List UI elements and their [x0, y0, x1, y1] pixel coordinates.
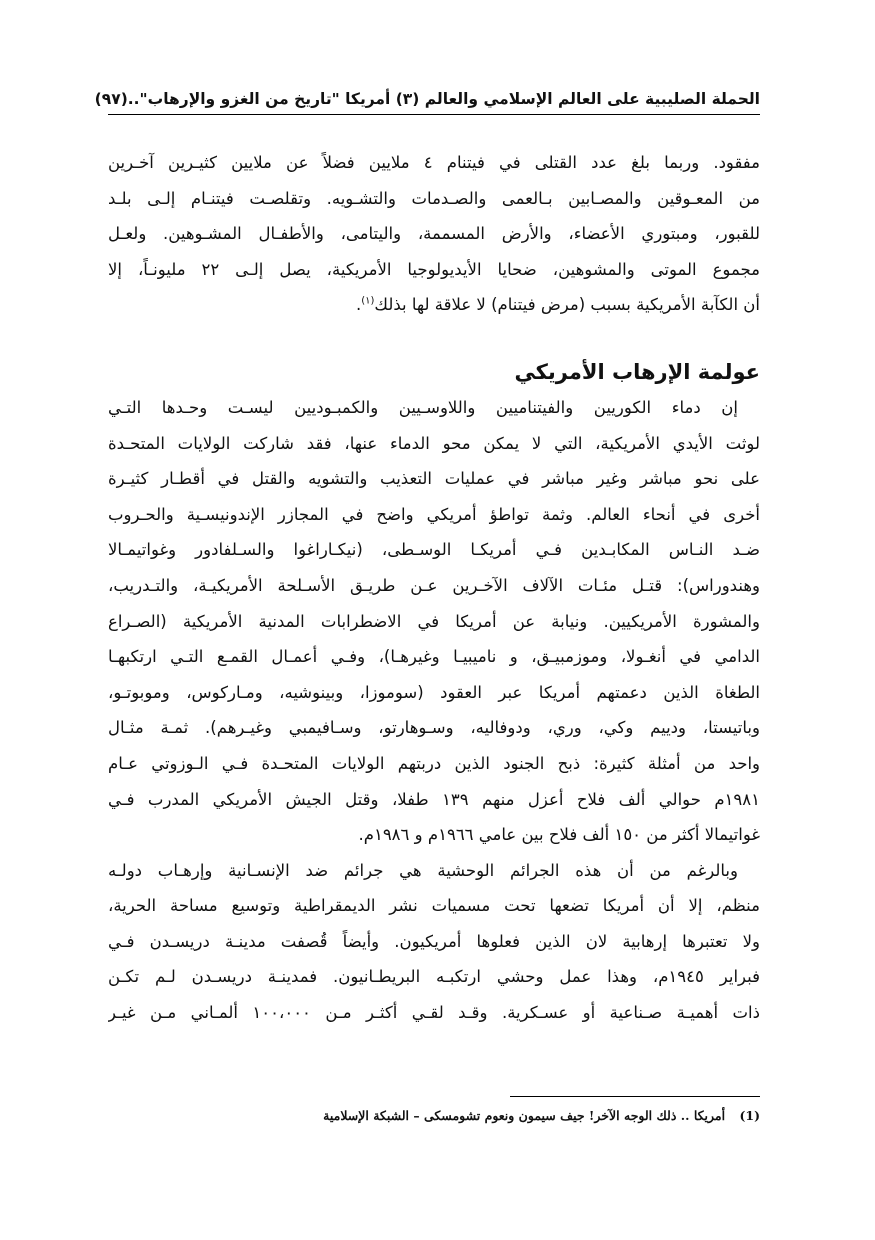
footnote-number: (1) [739, 1108, 760, 1123]
running-header [94, 86, 760, 115]
text-line: واحد من أمثلة كثيرة: ذبح الجنود الذين دربتهم الولايات المتحـدة فـي الـوزوتي عـام [108, 753, 760, 773]
footnote [200, 1106, 760, 1126]
body-text [108, 145, 760, 1031]
text-line: ذات أهميـة صـناعية أو عسـكرية. وقـد لقـي أكثـر مـن ١٠٠،٠٠٠ ألمـاني مـن غيـر [108, 1003, 760, 1023]
paragraph-1 [108, 145, 760, 323]
page-number: (٩٧) [94, 90, 128, 108]
text-line: للقبور، ومبتوري الأعضاء، والأرض المسممة، واليتامى، والأطفـال المشـوهين. ولعـل [108, 224, 760, 244]
paragraph-2 [108, 390, 760, 853]
text-line: لوثت الأيدي الأمريكية، التي لا يمكن محو الدماء عنها، فقد شاركت الولايات المتحـدة [108, 433, 760, 453]
text-line: ولا تعتبرها إرهابية لان الذين فعلوها أمريكيون. وأيضاً قُصفت مدينـة دريسـدن فـي [108, 931, 760, 951]
text-line: وباتيستا، ودييم وكي، وري، ودوفاليه، وسـوهارتو، وسـافيمبي وغيـرهم). ثمـة مثـال [108, 718, 760, 738]
text-line: فبراير ١٩٤٥م، وهذا عمل وحشي ارتكبـه البريطـانيون. فمدينـة دريسـدن لـم تكـن [108, 967, 760, 987]
footnote-reference[interactable]: (١) [361, 295, 375, 307]
text-line: غواتيمالا أكثر من ١٥٠ ألف فلاح بين عامي ١٩٦٦م و ١٩٨٦م. [358, 825, 760, 845]
sentence-end: . [355, 295, 362, 315]
text-line: أخرى في أنحاء العالم. وثمة تواطؤ أمريكي واضح في المجازر الإندونيسـية والحـروب [108, 504, 760, 524]
text-line: والمشورة الأمريكيين. ونيابة عن أمريكا في الاضطرابات المدنية الأمريكية (الصـراع [108, 611, 760, 631]
header-title: الحملة الصليبية على العالم الإسلامي والعالم (٣) أمريكا "تاريخ من الغزو والإرهاب".. [127, 90, 760, 108]
text-line: الطغاة الذين دعمتهم أمريكا عبر العقود (سوموزا، وبينوشيه، ومـاركوس، وموبوتـو، [108, 682, 760, 702]
text-line: من المعـوقين والمصـابين بـالعمى والصـدمات والتشـويه. وتقلصـت فيتنـام إلـى بلـد [108, 188, 760, 208]
text-line [108, 287, 760, 323]
document-page [94, 86, 760, 1031]
text-line: إن دماء الكوريين والفيتناميين واللاوسـيين والكمبـوديين ليسـت وحـدها التـي [108, 397, 738, 417]
section-heading: عولمة الإرهاب الأمريكي [514, 359, 760, 384]
text-line: ضـد النـاس المكابـدين فـي أمريكـا الوسـطى، (نيكـاراغوا والسـلفادور وغواتيمـالا [108, 540, 760, 560]
footnote-text: أمريكا .. ذلك الوجه الآخر! جيف سيمون ونعوم تشومسكى – الشبكة الإسلامية [323, 1108, 726, 1123]
text-line: وهندوراس): قتـل مئـات الآلاف الآخـرين عـن طريـق الأسـلحة الأمريكيـة، والتـدريب، [108, 575, 760, 595]
paragraph-3 [108, 853, 760, 1031]
text-line: وبالرغم من أن هذه الجرائم الوحشية هي جرائم ضد الإنسـانية وإرهـاب دولـه [108, 860, 738, 880]
text-line: على نحو مباشر وغير مباشر في عمليات التعذيب والتشويه والقتل في أقطـار كثيـرة [108, 469, 760, 489]
text-line: منظم، إلا أن أمريكا تضعها تحت مسميات نشر الديمقراطية وتوسيع مساحة الحرية، [108, 896, 760, 916]
text-line: الدامي في أنغـولا، وموزمبيـق، و ناميبيـا وغيرهـا)، وفـي أعمـال القمـع التـي ارتكبهـا [108, 647, 760, 667]
text-line: مفقود. وربما بلغ عدد القتلى في فيتنام ٤ ملايين فضلاً عن ملايين كثيـرين آخـرين [108, 153, 760, 172]
footnote-separator [510, 1096, 760, 1097]
text-line: ١٩٨١م حوالي ألف فلاح أعزل منهم ١٣٩ طفلا، وقتل الجيش الأمريكي المدرب فـي [108, 789, 760, 809]
text-segment: أن الكآبة الأمريكية بسبب (مرض فيتنام) لا علاقة لها بذلك [374, 295, 760, 315]
text-line: مجموع الموتى والمشوهين، ضحايا الأيديولوجيا الأمريكية، يصل إلـى ٢٢ مليونـاً، إلا [108, 259, 760, 279]
